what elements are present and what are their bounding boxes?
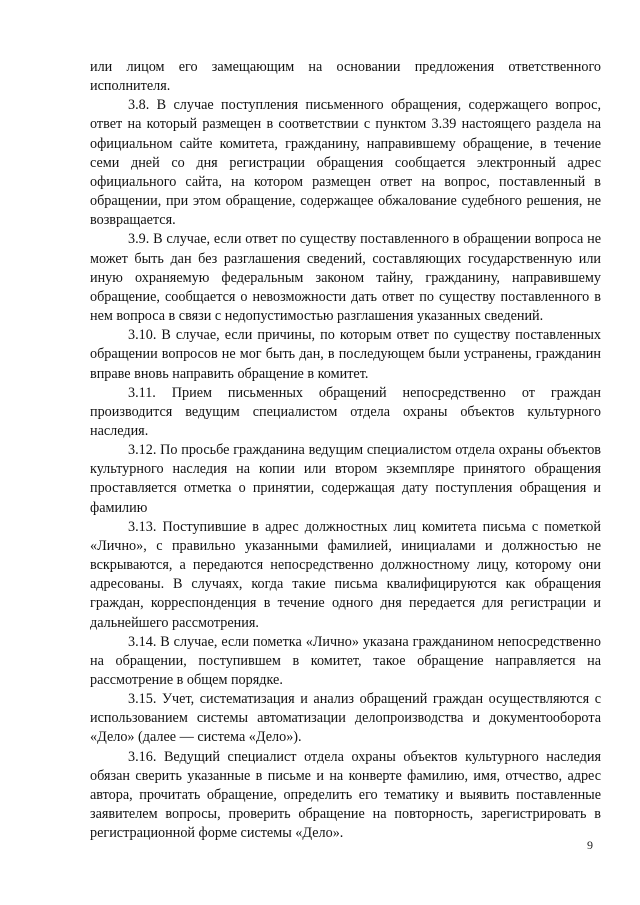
paragraph-3-10: 3.10. В случае, если причины, по которым ответ по существу поставленных обращении вопросов не мог быть дан, в последующем были устранены, гражданин вправе вновь направить обращение в комитет. [90, 327, 601, 382]
paragraph-3-14: 3.14. В случае, если пометка «Лично» указана гражданином непосредственно на обращении, поступившем в комитет, такое обращение направляется на рассмотрение в общем порядке. [90, 633, 601, 688]
paragraph-3-15: 3.15. Учет, систематизация и анализ обращений граждан осуществляются с использованием системы автоматизации делопроизводства и документооборота «Дело» (далее — система «Дело»). [90, 691, 601, 746]
paragraph-3-11: 3.11. Прием письменных обращений непосредственно от граждан производится ведущим специалистом отдела охраны объектов культурного наследия. [90, 384, 601, 439]
paragraph-3-16: 3.16. Ведущий специалист отдела охраны объектов культурного наследия обязан сверить указанные в письме и на конверте фамилию, имя, отчество, адрес автора, прочитать обращение, определить его тематику и выявить поставленные заявителем вопросы, проверить обращение на повторность, зарегистрировать в регистрационной форме системы «Дело». [90, 748, 601, 842]
paragraph-3-8: 3.8. В случае поступления письменного обращения, содержащего вопрос, ответ на который размещен в соответствии с пунктом 3.39 настоящего раздела на официальном сайте комитета, гражданину, направившему обращение, в течение семи дней со дня регистрации обращения сообщается электронный адрес официального сайта, на котором размещен ответ на вопрос, поставленный в обращении, при этом обращение, содержащее обжалование судебного решения, не возвращается. [90, 97, 601, 229]
paragraph-continuation: или лицом его замещающим на основании предложения ответственного исполнителя. [90, 59, 601, 95]
paragraph-3-13: 3.13. Поступившие в адрес должностных лиц комитета письма с пометкой «Лично», с правильно указанными фамилией, инициалами и должностью не вскрываются, а передаются непосредственно должностному лицу, которому они адресованы. В случаях, когда такие письма квалифицируются как обращения граждан, корреспонденция в течение одного дня передается для регистрации и дальнейшего рассмотрения. [90, 518, 601, 631]
document-body [90, 58, 601, 843]
paragraph-3-9: 3.9. В случае, если ответ по существу поставленного в обращении вопроса не может быть дан без разглашения сведений, составляющих государственную или иную охраняемую федеральным законом тайну, гражданину, направившему обращение, сообщается о невозможности дать ответ по существу поставленного в нем вопроса в связи с недопустимостью разглашения указанных сведений. [90, 231, 601, 325]
paragraph-3-12: 3.12. По просьбе гражданина ведущим специалистом отдела охраны объектов культурного наследия на копии или втором экземпляре принятого обращения проставляется отметка о принятии, содержащая дату поступления обращения и фамилию [90, 442, 601, 516]
page-number: 9 [587, 838, 593, 852]
